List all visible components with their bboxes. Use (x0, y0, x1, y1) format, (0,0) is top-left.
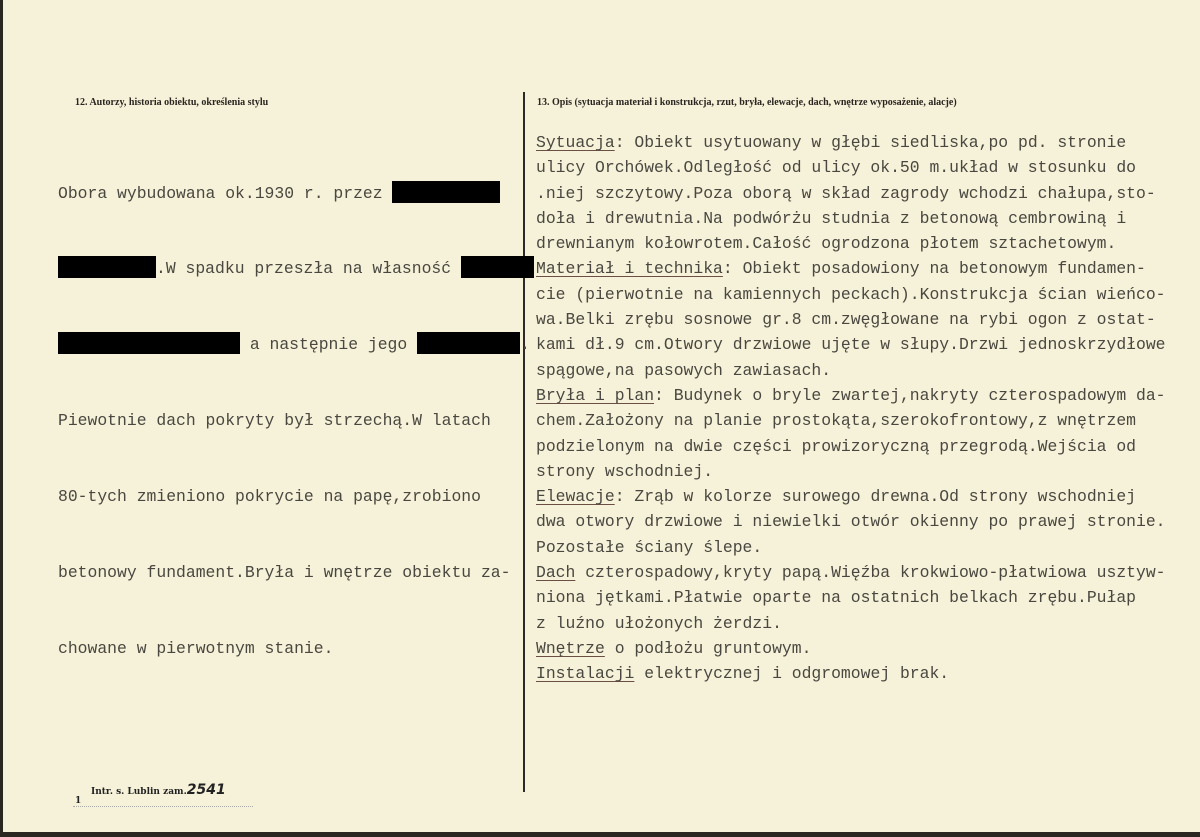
redaction (58, 332, 240, 354)
text-line: Sytuacja: Obiekt usytuowany w głębi siedliska,po pd. stronie (536, 133, 1127, 152)
text-line: ulicy Orchówek.Odległość od ulicy ok.50 m.układ w stosunku do (536, 158, 1136, 178)
section-keyword: Bryła i plan (536, 385, 655, 405)
text-line: Obora wybudowana ok.1930 r. przez (58, 181, 534, 206)
redaction (58, 256, 156, 278)
text-line: 80-tych zmieniono pokrycie na papę,zrobiono (58, 487, 481, 507)
text-line: dwa otwory drzwiowe i niewielki otwór okienny po prawej stronie. (536, 512, 1166, 532)
stamp-mark: 1 (75, 796, 82, 806)
text-line: z luźno ułożonych żerdzi. (536, 613, 782, 633)
redaction (461, 256, 534, 278)
text-line: kami dł.9 cm.Otwory drzwiowe ujęte w słupy.Drzwi jednoskrzydłowe (536, 335, 1166, 355)
text-line: Elewacje: Zrąb w kolorze surowego drewna.Od strony wschodniej (536, 487, 1137, 507)
text-line: spągowe,na pasowych zawiasach. (536, 360, 832, 380)
text-line: Wnętrze o podłożu gruntowym. (536, 638, 812, 658)
section-keyword: Elewacje (536, 487, 615, 507)
text-line: Materiał i technika: Obiekt posadowiony na betonowym fundamen- (536, 259, 1146, 279)
section-12-header: 12. Autorzy, historia obiektu, określenia stylu (75, 97, 269, 108)
text-line: Piewotnie dach pokryty był strzechą.W latach (58, 411, 491, 431)
text-line: podzielonym na dwie części prowizoryczną przegrodą.Wejścia od (536, 436, 1136, 456)
text-line: doła i drewutnia.Na podwórżu studnia z betonową cembrowiną i (536, 208, 1127, 228)
section-keyword: Wnętrze (536, 638, 605, 658)
text-line: drewnianym kołowrotem.Całość ogrodzona płotem sztachetowym. (536, 234, 1117, 254)
section-12-text (58, 130, 534, 712)
text-line: chem.Założony na planie prostokąta,szerokofrontowy,z wnętrzem (536, 411, 1136, 431)
handwritten-number: 2541 (186, 782, 226, 798)
document-page (3, 0, 1200, 832)
text-line: .W spadku przeszła na własność (58, 256, 534, 281)
text-line: betonowy fundament.Bryła i wnętrze obiektu za- (58, 563, 511, 583)
section-keyword: Sytuacja (536, 133, 615, 152)
text-line: Pozostałe ściany ślepe. (536, 537, 763, 557)
text-line: a następnie jego . (58, 332, 534, 357)
text-line: Instalacji elektrycznej i odgromowej brak. (536, 664, 950, 684)
text-line: Dach czterospadowy,kryty papą.Więźba krokwiowo-płatwiowa usztyw- (536, 563, 1166, 583)
text-line: chowane w pierwotnym stanie. (58, 638, 334, 658)
redaction (392, 181, 500, 203)
text-line: wa.Belki zrębu sosnowe gr.8 cm.zwęgłowane na rybi ogon z ostat- (536, 310, 1156, 330)
stamp: Intr. s. Lublin zam.2541 (91, 782, 226, 798)
section-keyword: Materiał i technika (536, 259, 723, 279)
section-keyword: Instalacji (536, 664, 635, 684)
text-line: niona jętkami.Płatwie oparte na ostatnich belkach zrębu.Pułap (536, 588, 1136, 608)
section-keyword: Dach (536, 563, 576, 583)
text-line: cie (pierwotnie na kamiennych peckach).Konstrukcja ścian wieńco- (536, 284, 1166, 304)
text-line: .niej szczytowy.Poza oborą w skład zagrody wchodzi chałupa,sto- (536, 183, 1156, 203)
text-line: strony wschodniej. (536, 461, 714, 481)
section-13-header: 13. Opis (sytuacja materiał i konstrukcja, rzut, bryła, elewacje, dach, wnętrze wyposażenie, alacje) (537, 97, 957, 108)
section-13-text (536, 130, 1166, 687)
text-line: Bryła i plan: Budynek o bryle zwartej,nakryty czterospadowym da- (536, 385, 1166, 405)
redaction (417, 332, 520, 354)
